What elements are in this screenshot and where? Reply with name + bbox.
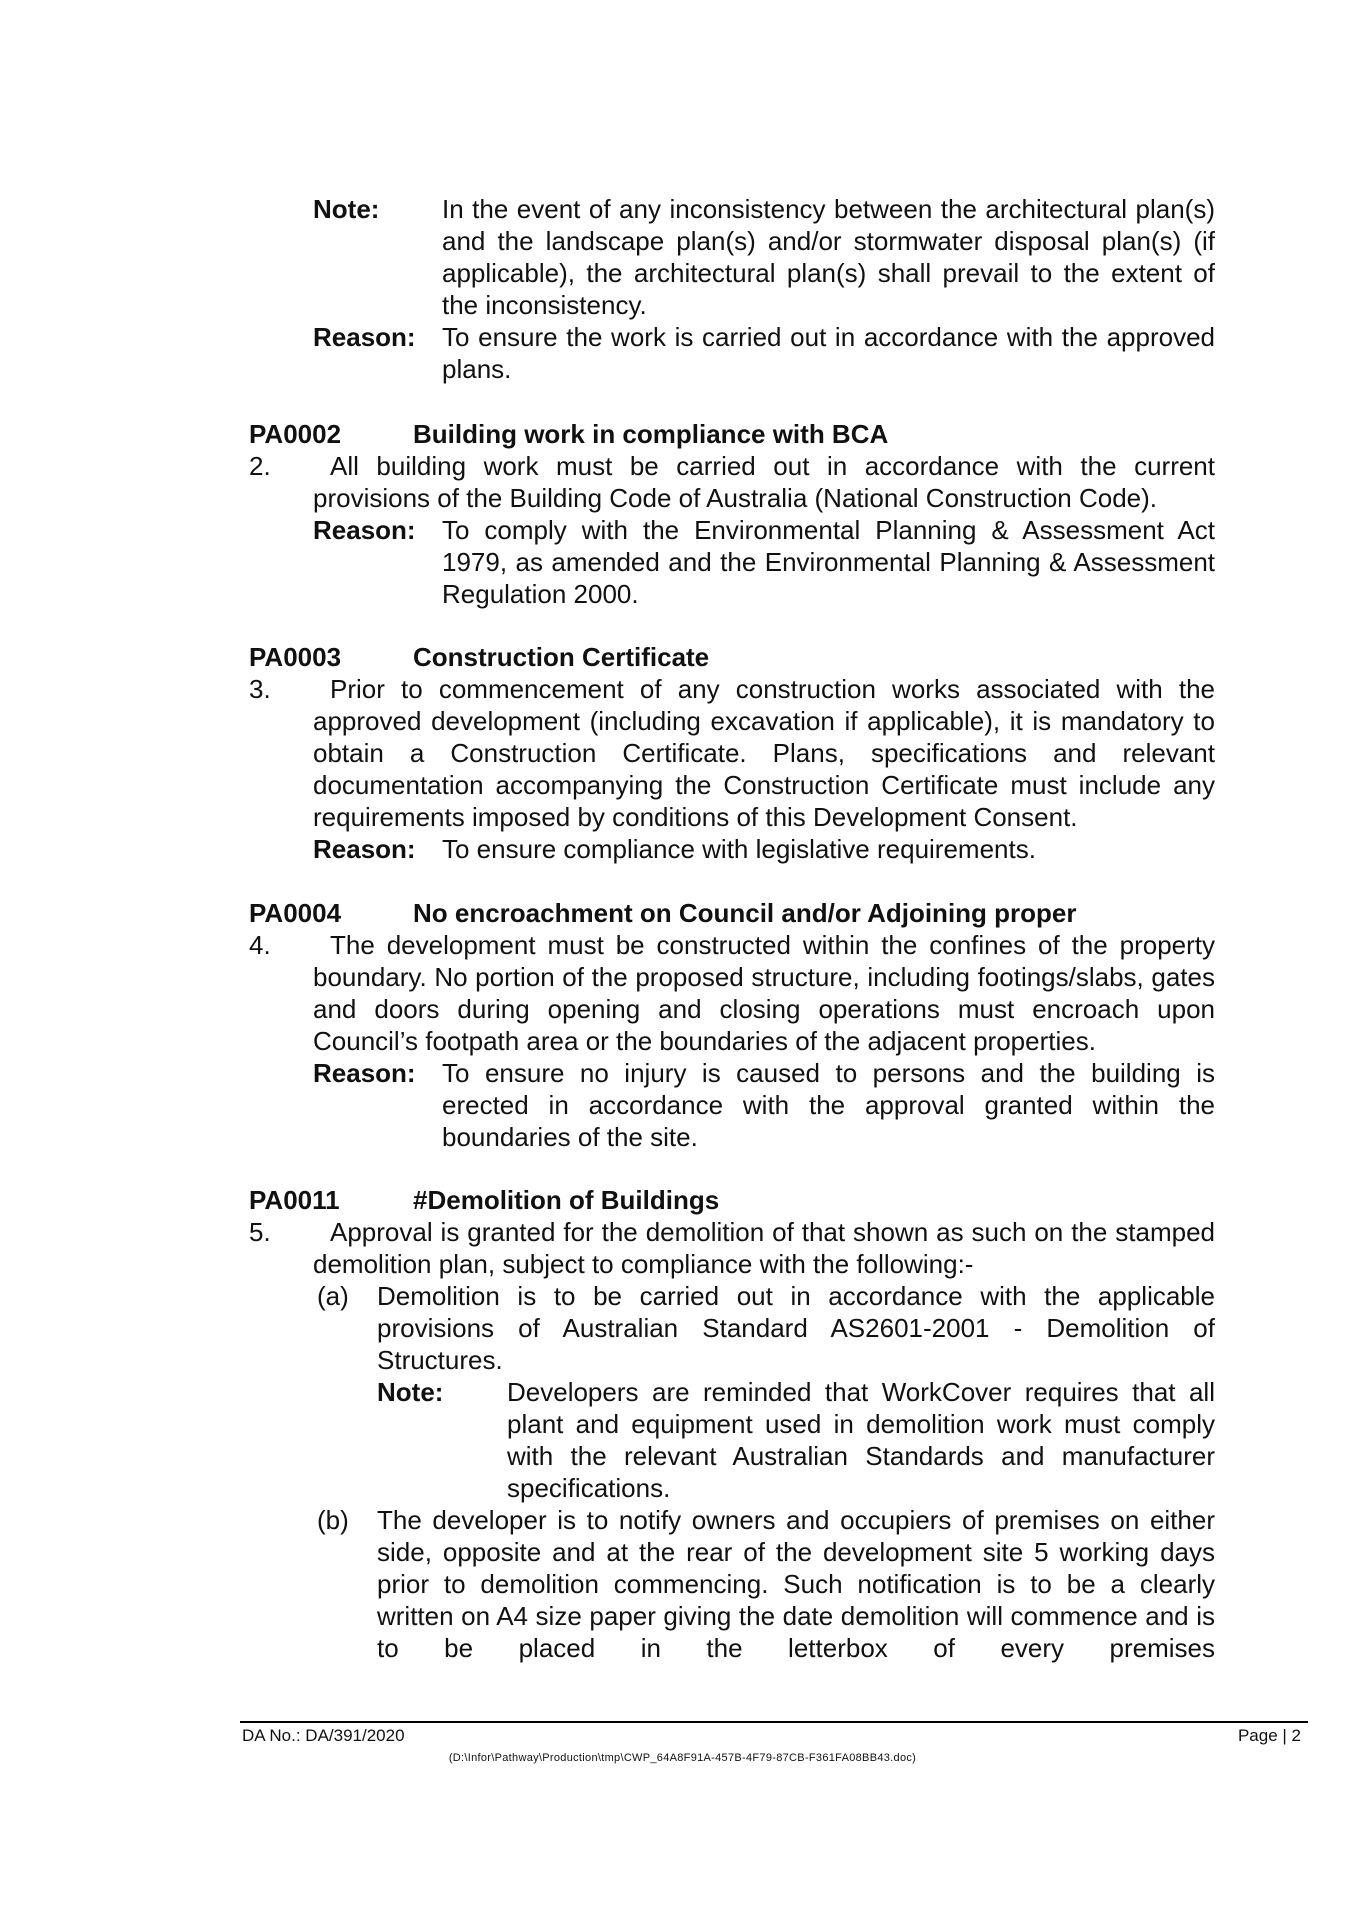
condition-text: The development must be constructed within the confines of the property boundary. No portion of the proposed structure, including footings/slabs, gates and doors during opening and closing operations must encroach upon Council’s footpath area or the boundaries of the adjacent properties. (313, 930, 1215, 1056)
condition-title: No encroachment on Council and/or Adjoining proper (413, 898, 1077, 928)
footer-page-number: Page | 2 (1237, 1726, 1301, 1745)
reason-text: To ensure compliance with legislative requirements. (442, 834, 1036, 864)
reason-label: Reason: (313, 834, 416, 864)
condition-number: 5. (249, 1217, 271, 1247)
note-label: Note: (313, 194, 380, 224)
note-text: Developers are reminded that WorkCover requires that all plant and equipment used in demolition work must comply with the relevant Australian Standards and manufacturer specifications. (507, 1377, 1215, 1503)
footer-file-path: (D:\Infor\Pathway\Production\tmp\CWP_64A8F91A-457B-4F79-87CB-F361FA08BB43.doc) (448, 1752, 917, 1764)
condition-code: PA0004 (249, 898, 342, 928)
item-text: Demolition is to be carried out in accordance with the applicable provisions of Australian Standard AS2601-2001 - Demolition of Structures. (377, 1281, 1215, 1375)
reason-text: To ensure no injury is caused to persons and the building is erected in accordance with the approval granted within the boundaries of the site. (442, 1058, 1215, 1152)
footer-divider (240, 1721, 1308, 1723)
note-text: In the event of any inconsistency between the architectural plan(s) and the landscape plan(s) and/or stormwater disposal plan(s) (if applicable), the architectural plan(s) shall prevail to the extent of the inconsistency. (442, 194, 1215, 320)
condition-number: 4. (249, 930, 271, 960)
reason-label: Reason: (313, 322, 416, 352)
condition-title: #Demolition of Buildings (413, 1185, 720, 1215)
condition-code: PA0002 (249, 419, 342, 449)
reason-label: Reason: (313, 1058, 416, 1088)
condition-number: 2. (249, 451, 271, 481)
condition-text: All building work must be carried out in accordance with the current provisions of the Building Code of Australia (National Construction Code). (313, 451, 1215, 513)
reason-label: Reason: (313, 515, 416, 545)
condition-code: PA0011 (249, 1185, 340, 1215)
item-label: (b) (317, 1505, 349, 1535)
condition-text: Prior to commencement of any construction works associated with the approved development (including excavation if applicable), it is mandatory to obtain a Construction Certificate. Plans, specifications and relevant documentation accompanying the Construction Certificate must include any requirements imposed by conditions of this Development Consent. (313, 674, 1215, 832)
condition-text: Approval is granted for the demolition of that shown as such on the stamped demolition plan, subject to compliance with the following:- (313, 1217, 1215, 1279)
item-label: (a) (317, 1281, 349, 1311)
footer-da-number: DA No.: DA/391/2020 (242, 1726, 405, 1745)
condition-code: PA0003 (249, 642, 342, 672)
item-text: The developer is to notify owners and occupiers of premises on either side, opposite and at the rear of the development site 5 working days prior to demolition commencing. Such notification is to be a clearly written on A4 size paper giving the date demolition will commence and is to be placed in the letterbox of every premises (377, 1505, 1215, 1663)
note-label: Note: (377, 1377, 444, 1407)
reason-text: To ensure the work is carried out in accordance with the approved plans. (442, 322, 1215, 384)
condition-number: 3. (249, 674, 271, 704)
reason-text: To comply with the Environmental Planning & Assessment Act 1979, as amended and the Environmental Planning & Assessment Regulation 2000. (442, 515, 1215, 609)
condition-title: Construction Certificate (413, 642, 710, 672)
condition-title: Building work in compliance with BCA (413, 419, 889, 449)
